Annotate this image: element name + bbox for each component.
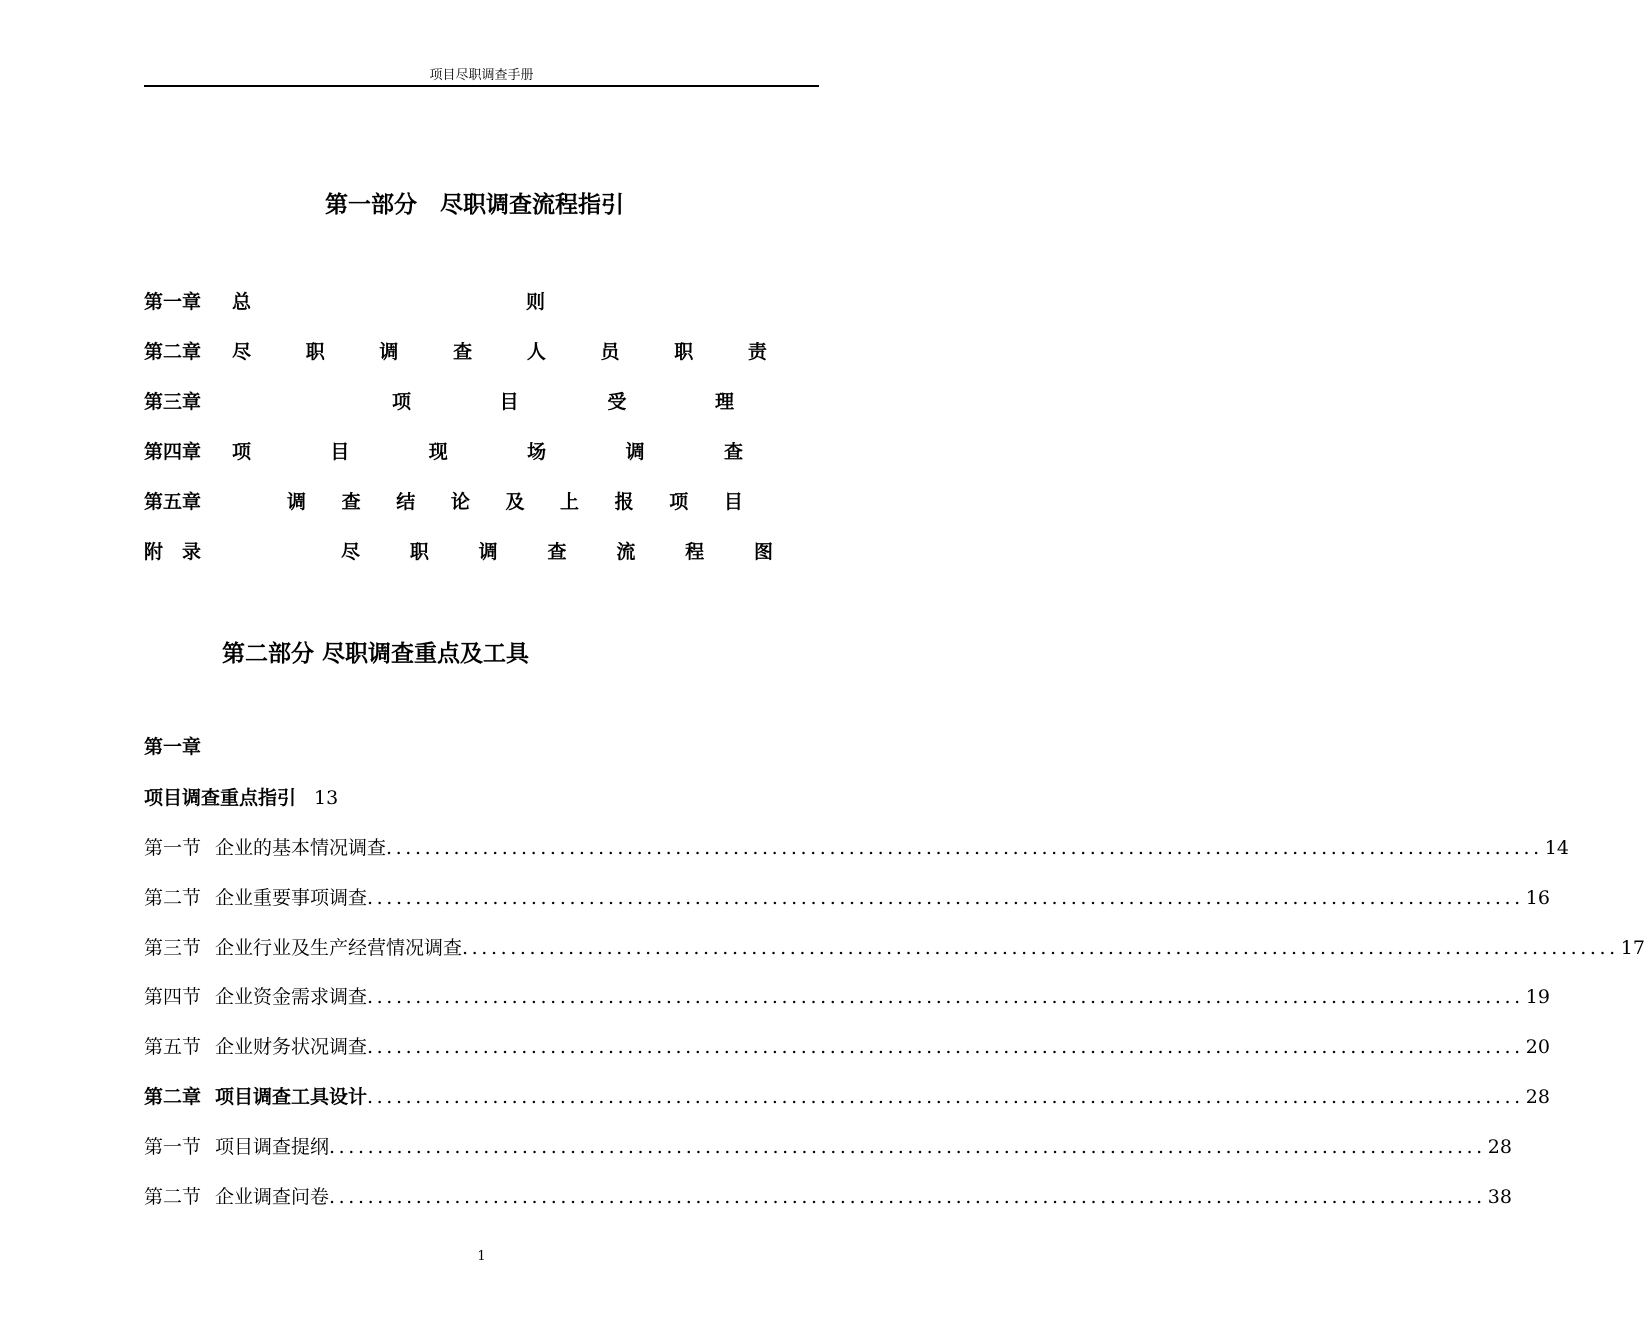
toc-entry[interactable] xyxy=(144,834,1569,862)
toc-entry-page: 16 xyxy=(1525,886,1550,909)
chapter-title xyxy=(392,387,734,414)
chapter-title-char: 目 xyxy=(499,390,519,413)
chapter-title-char: 查 xyxy=(453,340,473,363)
toc-entry-page: 17 xyxy=(1620,936,1645,959)
chapter-title-char: 则 xyxy=(525,290,545,313)
part2-chapter1-label: 第一章 xyxy=(144,736,202,758)
toc-entry-title: 企业调查问卷 xyxy=(215,1185,330,1208)
chapter-title-char: 流 xyxy=(616,540,636,563)
header-rule xyxy=(144,85,819,87)
chapter-title-char: 调 xyxy=(287,490,307,513)
toc-entry-section: 第二章 xyxy=(144,1086,202,1108)
chapter-title-char: 目 xyxy=(723,490,743,513)
part1-chapter-row[interactable] xyxy=(144,386,734,414)
toc-entry-section: 第二节 xyxy=(144,1185,202,1208)
chapter-title xyxy=(287,487,743,514)
part1-chapter-row[interactable] xyxy=(144,336,767,364)
toc-entry-title: 企业财务状况调查 xyxy=(215,1036,368,1059)
toc-dot-leader: ........................................................................................................................ xyxy=(367,986,1524,1009)
chapter-title-char: 结 xyxy=(396,490,416,513)
running-header: 项目尽职调查手册 xyxy=(429,68,534,83)
part1-chapter-row[interactable] xyxy=(144,486,743,514)
part1-chapter-row[interactable] xyxy=(144,536,773,564)
part1-title: 第一部分 尽职调查流程指引 xyxy=(325,192,624,218)
chapter-title-char: 场 xyxy=(527,440,547,463)
toc-entry[interactable] xyxy=(144,884,1550,912)
chapter-title-char: 上 xyxy=(560,490,580,513)
toc-entry-page: 20 xyxy=(1525,1036,1550,1059)
part2-title: 第二部分 尽职调查重点及工具 xyxy=(222,641,530,667)
chapter-title-char: 职 xyxy=(409,540,429,563)
chapter-label: 附 录 xyxy=(144,540,202,563)
toc-entry[interactable] xyxy=(144,1183,1512,1211)
chapter-title-char: 人 xyxy=(526,340,546,363)
chapter-title-char: 项 xyxy=(232,440,252,463)
chapter-title-char: 程 xyxy=(685,540,705,563)
chapter-label: 第四章 xyxy=(144,440,202,463)
toc-entry-section: 第二节 xyxy=(144,886,202,909)
chapter-label: 第三章 xyxy=(144,390,202,413)
toc-entry-title: 项目调查提纲 xyxy=(215,1135,330,1158)
chapter-title-char: 项 xyxy=(669,490,689,513)
chapter-title-char: 查 xyxy=(341,490,361,513)
toc-entry-page: 28 xyxy=(1487,1135,1512,1158)
chapter-title xyxy=(232,437,743,464)
chapter-title-char: 项 xyxy=(392,390,412,413)
toc-entry-page: 19 xyxy=(1525,986,1550,1009)
chapter-title-char: 现 xyxy=(428,440,448,463)
part2-chapter1-heading xyxy=(144,784,338,812)
chapter-title-char: 职 xyxy=(674,340,694,363)
chapter-label: 第二章 xyxy=(144,340,202,363)
chapter-title-char: 查 xyxy=(547,540,567,563)
toc-entry-section: 第一节 xyxy=(144,837,202,859)
chapter-title-char: 论 xyxy=(450,490,470,513)
chapter-title-char: 理 xyxy=(714,390,734,413)
chapter-title xyxy=(232,287,545,314)
toc-entry-title: 企业的基本情况调查 xyxy=(215,837,387,859)
toc-entry[interactable] xyxy=(144,934,1645,962)
chapter-title-char: 尽 xyxy=(232,340,252,363)
toc-dot-leader: ........................................................................................................................ xyxy=(462,936,1619,959)
chapter-title-char: 员 xyxy=(600,340,620,363)
toc-entry-title: 企业重要事项调查 xyxy=(215,886,368,909)
chapter-title-char: 目 xyxy=(330,440,350,463)
toc-dot-leader: ........................................................................................................................ xyxy=(386,837,1543,859)
chapter-title-char: 受 xyxy=(607,390,627,413)
chapter-title-char: 调 xyxy=(478,540,498,563)
chapter-title-char: 报 xyxy=(614,490,634,513)
toc-dot-leader: ........................................................................................................................ xyxy=(367,1086,1524,1108)
toc-dot-leader: ........................................................................................................................ xyxy=(329,1185,1486,1208)
chapter1-page: 13 xyxy=(314,787,339,809)
chapter-title-char: 查 xyxy=(723,440,743,463)
toc-dot-leader: ........................................................................................................................ xyxy=(329,1135,1486,1158)
toc-entry-title: 项目调查工具设计 xyxy=(215,1086,368,1108)
toc-entry[interactable] xyxy=(144,1133,1512,1161)
toc-entry-section: 第三节 xyxy=(144,936,202,959)
chapter-title-char: 调 xyxy=(625,440,645,463)
part1-chapter-row[interactable] xyxy=(144,436,743,464)
chapter1-title: 项目调查重点指引 xyxy=(144,787,297,809)
toc-entry[interactable] xyxy=(144,1033,1550,1061)
toc-entry[interactable] xyxy=(144,983,1550,1011)
chapter-title-char: 总 xyxy=(232,290,252,313)
toc-entry-page: 14 xyxy=(1544,837,1569,859)
chapter-title-char: 调 xyxy=(379,340,399,363)
toc-entry-title: 企业资金需求调查 xyxy=(215,986,368,1009)
chapter-title xyxy=(341,537,773,564)
page-number: 1 xyxy=(477,1249,486,1264)
chapter-title xyxy=(232,337,767,364)
chapter-label: 第一章 xyxy=(144,290,202,313)
chapter-title-char: 图 xyxy=(753,540,773,563)
chapter-title-char: 尽 xyxy=(341,540,361,563)
chapter-title-char: 职 xyxy=(305,340,325,363)
toc-entry[interactable] xyxy=(144,1083,1550,1111)
part1-chapter-row[interactable] xyxy=(144,286,545,314)
toc-entry-title: 企业行业及生产经营情况调查 xyxy=(215,936,463,959)
chapter-title-char: 及 xyxy=(505,490,525,513)
toc-entry-page: 28 xyxy=(1525,1086,1550,1108)
toc-dot-leader: ........................................................................................................................ xyxy=(367,886,1524,909)
chapter-label: 第五章 xyxy=(144,490,202,513)
toc-entry-page: 38 xyxy=(1487,1185,1512,1208)
toc-entry-section: 第五节 xyxy=(144,1036,202,1059)
toc-entry-section: 第四节 xyxy=(144,986,202,1009)
toc-dot-leader: ........................................................................................................................ xyxy=(367,1036,1524,1059)
toc-entry-section: 第一节 xyxy=(144,1135,202,1158)
chapter-title-char: 责 xyxy=(747,340,767,363)
